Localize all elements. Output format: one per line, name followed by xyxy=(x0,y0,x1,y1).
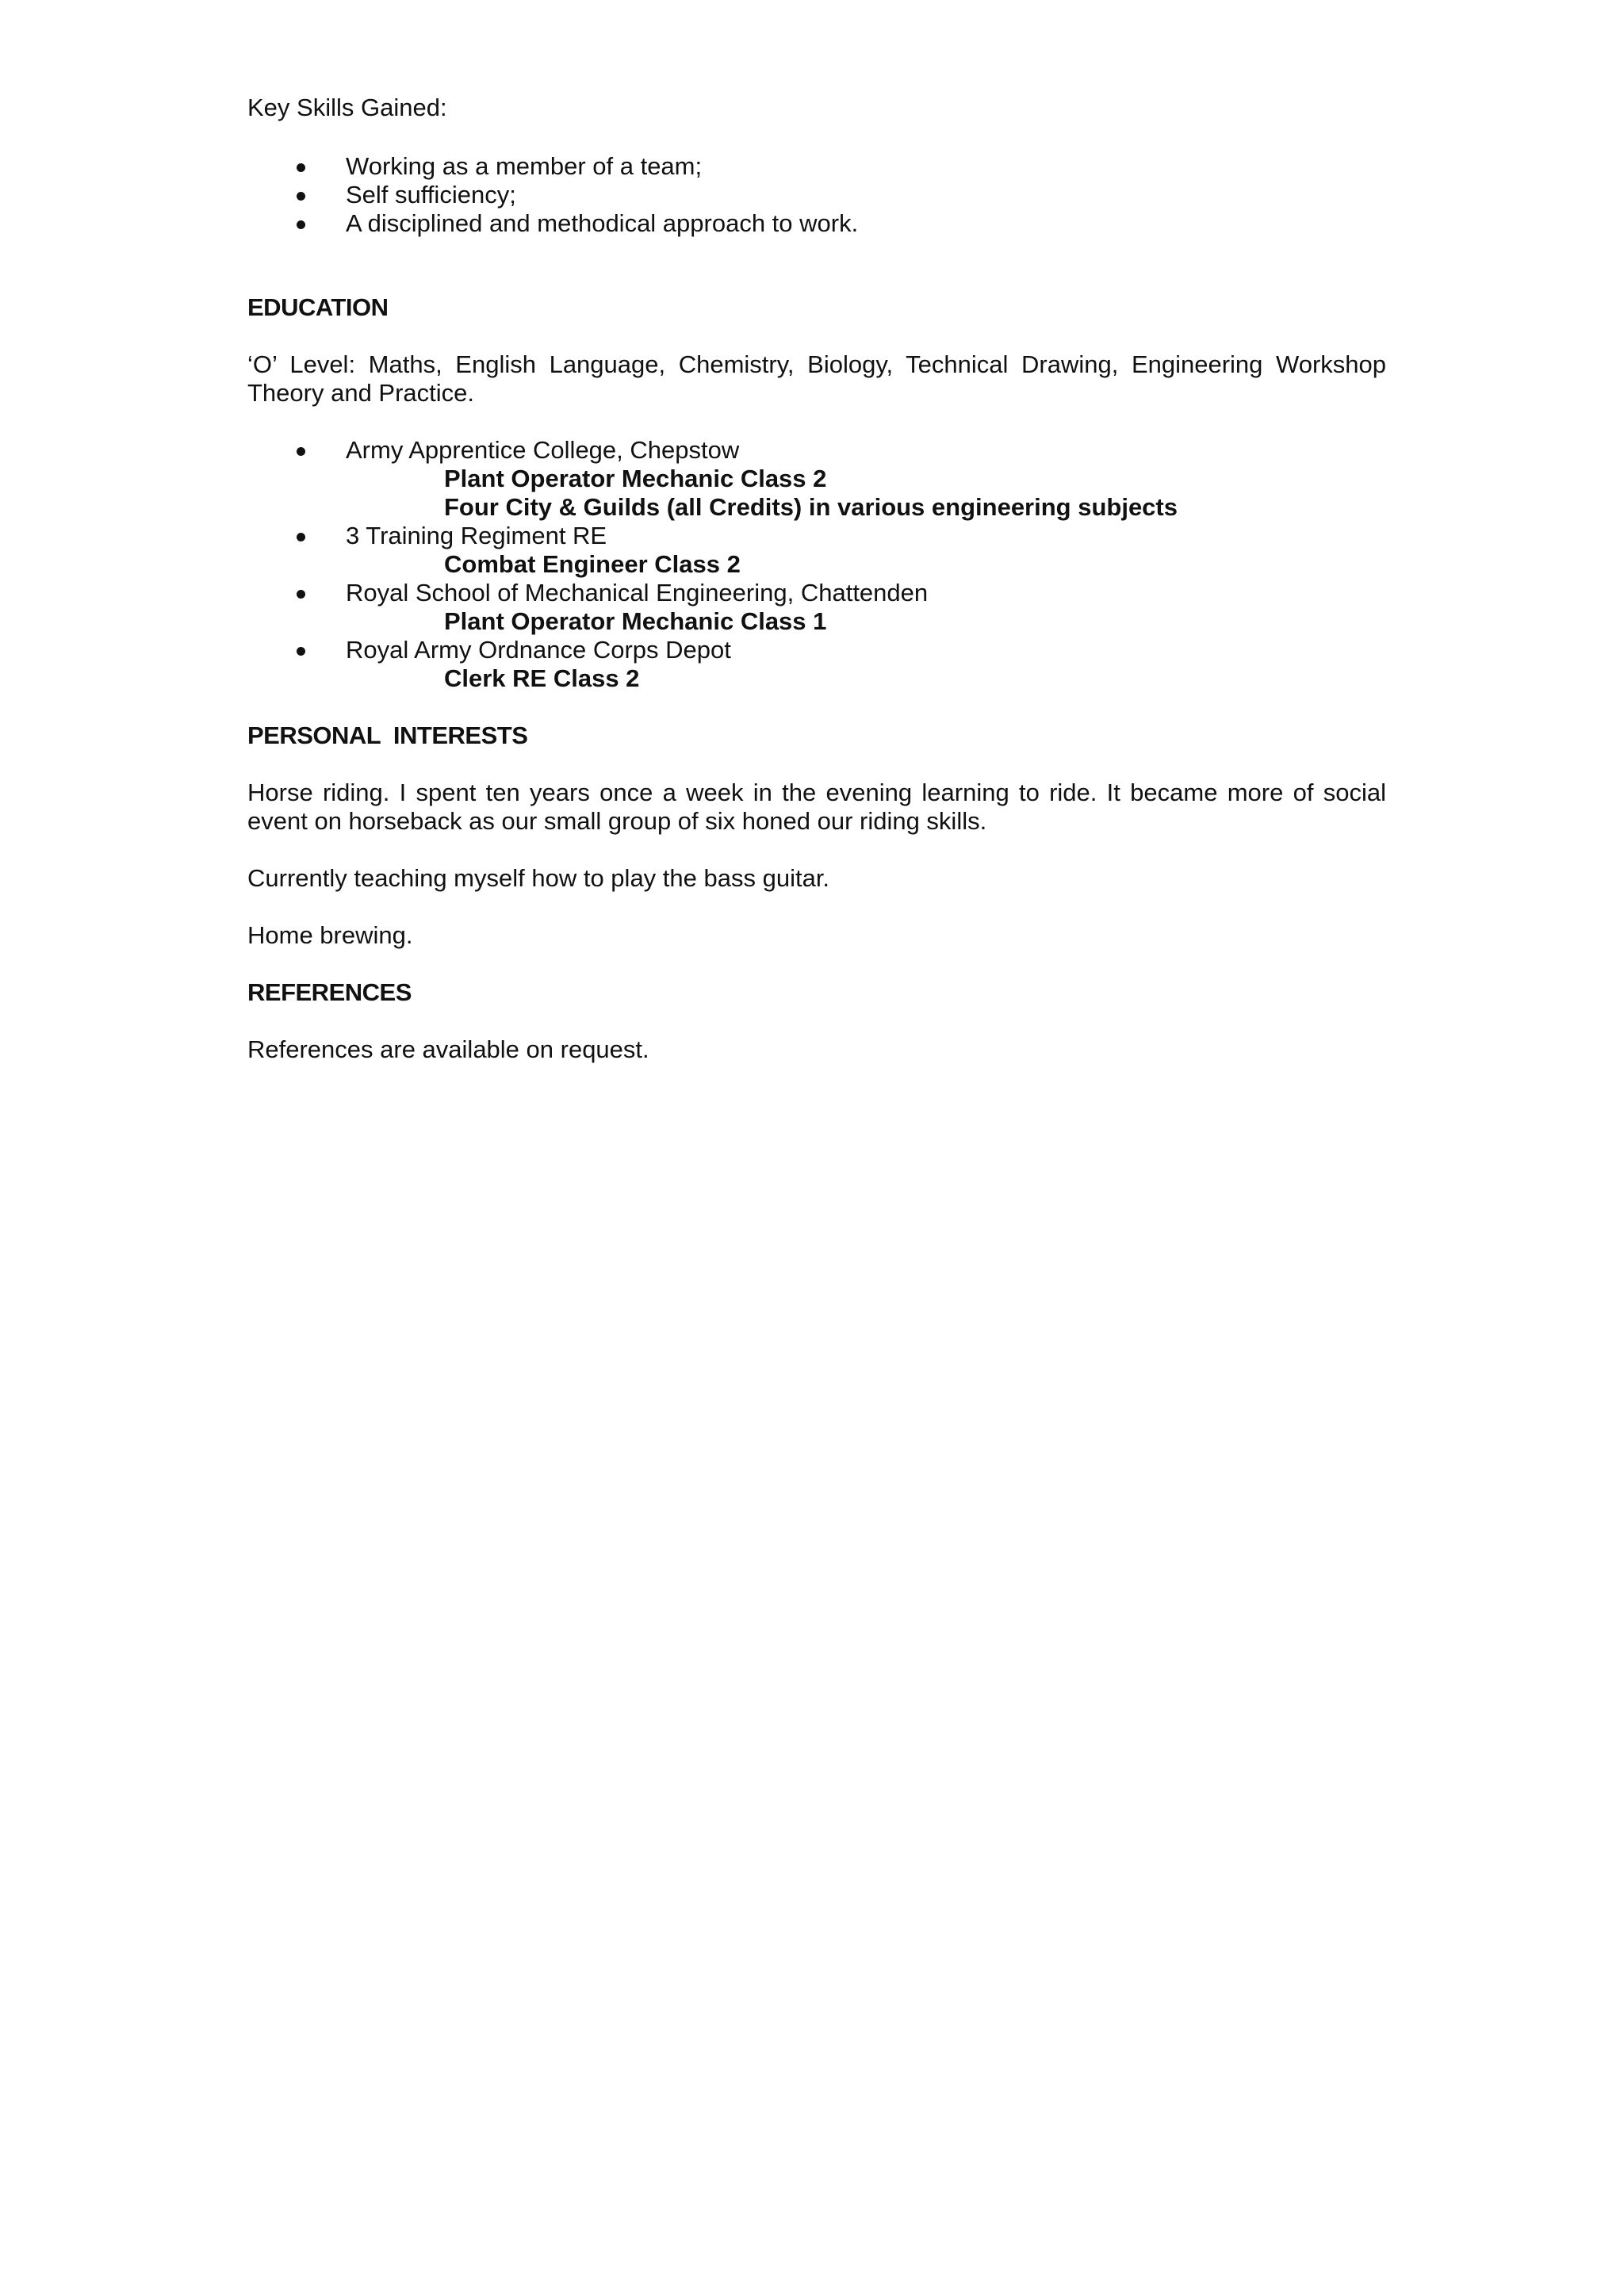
list-item xyxy=(247,579,1386,636)
list-item xyxy=(247,436,1386,522)
institution-name: Royal School of Mechanical Engineering, Chattenden xyxy=(346,579,929,607)
key-skills-list xyxy=(247,152,1386,238)
education-heading: EDUCATION xyxy=(247,293,389,321)
document-content xyxy=(247,94,1386,1064)
qualification: Four City & Guilds (all Credits) in various engineering subjects xyxy=(444,493,1178,521)
bullet-icon xyxy=(297,447,305,456)
key-skills-label: Key Skills Gained: xyxy=(247,94,447,121)
references-heading: REFERENCES xyxy=(247,978,412,1006)
education-list xyxy=(247,436,1386,693)
bullet-icon xyxy=(297,647,305,656)
references-text: References are available on request. xyxy=(247,1035,649,1063)
qualification: Clerk RE Class 2 xyxy=(444,664,640,692)
institution-name: Royal Army Ordnance Corps Depot xyxy=(346,636,731,664)
list-item: Working as a member of a team; xyxy=(247,152,1386,181)
bullet-icon xyxy=(297,192,305,201)
interest-paragraph: Currently teaching myself how to play the bass guitar. xyxy=(247,864,830,892)
interest-paragraph: Horse riding. I spent ten years once a week in the evening learning to ride. It became more of social event on horseback as our small group of six honed our riding skills. xyxy=(247,779,1386,835)
list-item xyxy=(247,636,1386,693)
list-item: A disciplined and methodical approach to work. xyxy=(247,209,1386,238)
qualification: Combat Engineer Class 2 xyxy=(444,550,741,578)
o-level-paragraph: ‘O’ Level: Maths, English Language, Chemistry, Biology, Technical Drawing, Engineering Workshop Theory and Practice. xyxy=(247,350,1386,407)
qualification: Plant Operator Mechanic Class 1 xyxy=(444,607,827,635)
qualification: Plant Operator Mechanic Class 2 xyxy=(444,465,827,492)
institution-name: Army Apprentice College, Chepstow xyxy=(346,436,740,464)
interest-paragraph: Home brewing. xyxy=(247,921,413,949)
bullet-icon xyxy=(297,533,305,541)
personal-interests-heading: PERSONAL INTERESTS xyxy=(247,721,528,749)
institution-name: 3 Training Regiment RE xyxy=(346,522,607,549)
bullet-icon xyxy=(297,163,305,172)
list-item: Self sufficiency; xyxy=(247,181,1386,209)
list-item xyxy=(247,522,1386,579)
bullet-icon xyxy=(297,590,305,599)
bullet-icon xyxy=(297,220,305,229)
